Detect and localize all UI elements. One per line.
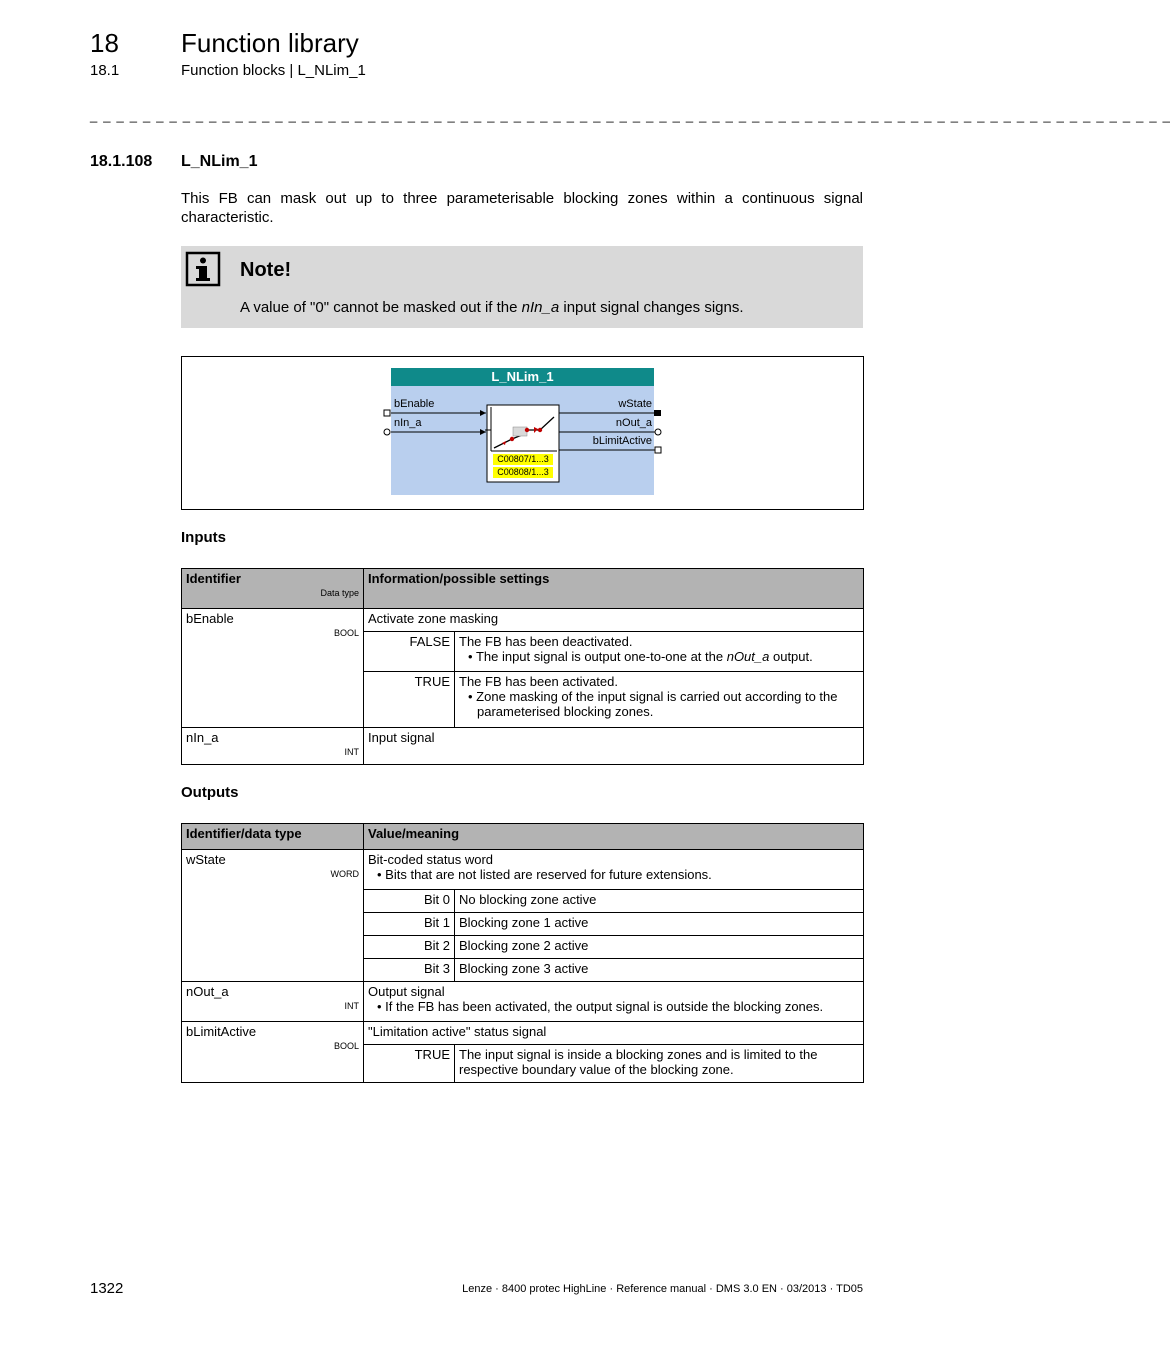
meaning-cell: Blocking zone 1 active [455, 913, 864, 936]
port-nout-a: nOut_a [615, 417, 652, 429]
table-row [182, 609, 864, 632]
code-label-2: C00808/1...3 [493, 467, 553, 478]
port-nin-a: nIn_a [394, 417, 422, 429]
identifier-cell: nOut_a INT [182, 982, 364, 1022]
footer-info: Lenze · 8400 protec HighLine · Reference manual · DMS 3.0 EN · 03/2013 · TD05 [462, 1283, 863, 1295]
port-wstate: wState [618, 398, 652, 410]
meaning-cell: No blocking zone active [455, 890, 864, 913]
note-title: Note! [240, 259, 292, 281]
info-cell: Output signal • If the FB has been activated, the output signal is outside the blocking zones. [364, 982, 864, 1022]
identifier-cell: bEnable BOOL [182, 609, 364, 728]
note-box [181, 246, 863, 328]
value-cell: TRUE [364, 1045, 455, 1083]
port-blimitactive: bLimitActive [592, 435, 652, 447]
section-title: Function blocks | L_NLim_1 [181, 62, 366, 79]
section-number: 18.1 [90, 62, 120, 79]
info-cell: Bit-coded status word • Bits that are not listed are reserved for future extensions. [364, 850, 864, 890]
subsection-number: 18.1.108 [90, 153, 153, 170]
identifier-cell: bLimitActive BOOL [182, 1022, 364, 1083]
table-row [182, 1022, 864, 1045]
block-title: L_NLim_1 [391, 368, 654, 386]
chapter-title: Function library [181, 28, 359, 58]
info-cell: "Limitation active" status signal [364, 1022, 864, 1045]
bit-cell: Bit 3 [364, 959, 455, 982]
code-label-1: C00807/1...3 [493, 454, 553, 465]
bit-cell: Bit 0 [364, 890, 455, 913]
table-row [182, 728, 864, 765]
meaning-cell: Blocking zone 3 active [455, 959, 864, 982]
bit-cell: Bit 2 [364, 936, 455, 959]
intro-paragraph: This FB can mask out up to three parameterisable blocking zones within a continuous signal characteristic. [181, 190, 863, 226]
page-number: 1322 [90, 1280, 124, 1297]
header-identifier: Identifier Data type [182, 569, 364, 609]
port-benable: bEnable [394, 398, 435, 410]
chapter-number: 18 [90, 28, 119, 58]
header-info: Information/possible settings [364, 569, 864, 609]
info-cell: Input signal [364, 728, 864, 765]
table-header-row [182, 824, 864, 850]
table-row [182, 982, 864, 1022]
meaning-cell: The FB has been activated. • Zone masking of the input signal is carried out according to the parameterised blocking zones. [455, 672, 864, 728]
table-row [182, 850, 864, 890]
outputs-table [181, 823, 864, 1083]
info-icon [186, 252, 220, 286]
outputs-heading: Outputs [181, 784, 239, 801]
identifier-cell: wState WORD [182, 850, 364, 982]
meaning-cell: Blocking zone 2 active [455, 936, 864, 959]
header-divider: _ _ _ _ _ _ _ _ _ _ _ _ _ _ _ _ _ _ _ _ _ _ _ _ _ _ _ _ _ _ _ _ _ _ _ _ _ _ _ _ _ _ _ _ _ _ _ _ _ _ _ _ _ _ _ _ _ _ _ _ _ _ _ _ _ _ _ _ _ _ _ _ _ _ _ _ _ _ _ _ _ _ [90, 108, 1171, 123]
subsection-title: L_NLim_1 [181, 153, 258, 170]
header-identifier: Identifier/data type [182, 824, 364, 850]
inputs-heading: Inputs [181, 529, 226, 546]
table-header-row [182, 569, 864, 609]
info-cell: Activate zone masking [364, 609, 864, 632]
header-value: Value/meaning [364, 824, 864, 850]
value-cell: FALSE [364, 632, 455, 672]
bit-cell: Bit 1 [364, 913, 455, 936]
identifier-cell: nIn_a INT [182, 728, 364, 765]
meaning-cell: The FB has been deactivated. • The input signal is output one-to-one at the nOut_a output. [455, 632, 864, 672]
inputs-table [181, 568, 864, 765]
block-wiring [182, 357, 863, 509]
note-text: A value of "0" cannot be masked out if the nIn_a input signal changes signs. [240, 299, 744, 316]
meaning-cell: The input signal is inside a blocking zones and is limited to the respective boundary value of the blocking zone. [455, 1045, 864, 1083]
function-block-figure [181, 356, 864, 510]
value-cell: TRUE [364, 672, 455, 728]
